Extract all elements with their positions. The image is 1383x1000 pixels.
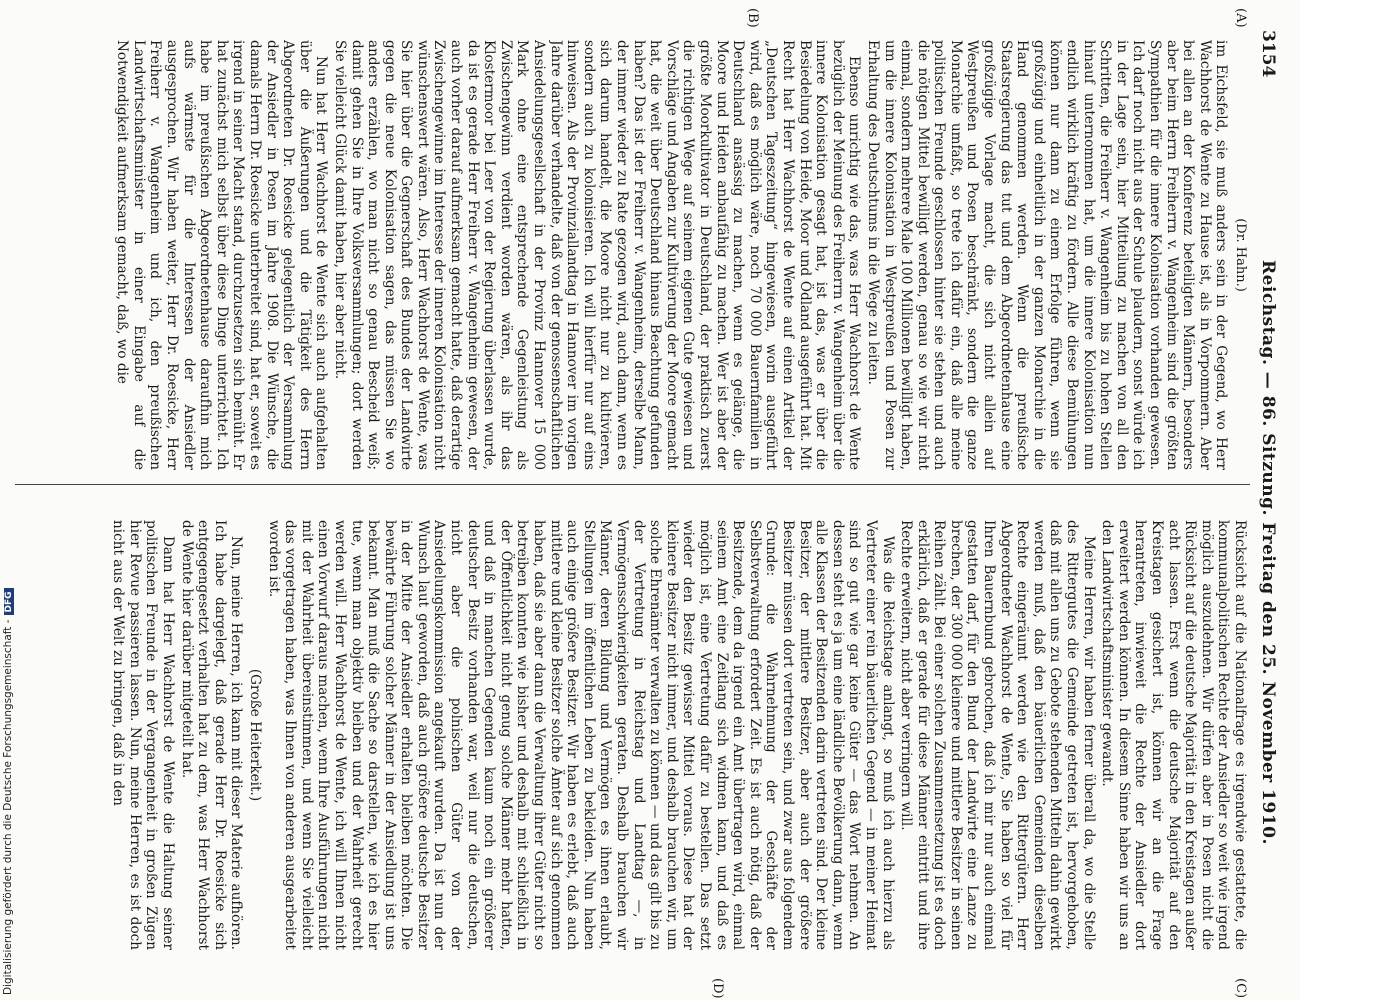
- margin-marker-a: (A): [1233, 8, 1248, 28]
- interjection: (Große Heiterkeit.): [246, 668, 263, 802]
- paragraph: im Eichsfeld, sie muß anders sein in der Gegend, wo Herr Wachhorst de Wente zu Hause ist, als in Vorpommern. Aber bei allen an der Konferenz beteiligten Männern, besonders aber beim Herrn Freiherrn v. Wangenheim sind die größten Sympathien für die innere Kolonisation vorhanden gewesen. Ich darf noch nicht aus der Schule plaudern, sonst würde ich in der Lage sein, hier Mitteilung zu machen von all den Schritten, die Freiherr v. Wangenheim bis zu hohen Stellen hinauf unternommen hat, um die innere Kolonisation nun endlich wirklich kräftig zu fördern. Alle diese Bemühungen können nur dann zu einem Erfolge führen, wenn sie großzügig und einheitlich in der ganzen Monarchie in die Hand genommen werden. Wenn die preußische Staatsregierung das tut und dem Abgeordnetenhause eine großzügige Vorlage macht, die sich nicht allein auf Westpreußen und Posen beschränkt, sondern die ganze Monarchie umfaßt, so trete ich dafür ein, daß alle meine politischen Freunde geschlossen hinter sie stehen und auch die nötigen Mittel bewilligt werden, genau so wie wir nicht einmal, sondern mehrere Male 100 Millionen bewilligt haben, um die innere Kolonisation in Westpreußen und Posen zur Erhaltung des Deutschtums in die Wege zu leiten.: [864, 40, 1230, 470]
- page-number: 3154: [1258, 30, 1278, 78]
- left-column: [18, 40, 1248, 470]
- paragraph: Was die Reichstage anlangt, so muß ich auch hierzu als Vertreter einer rein bäuerlichen Gegend — in meiner Heimat sind so gut wie gar keine Güter — das Wort nehmen. An dessen steht es ja um eine ländliche Bevölkerung dann, wenn alle Klassen der Besitzenden darin vertreten sind. Der kleine Besitzer, der mittlere Besitzer, aber auch der größere Besitzer müssen dort vertreten sein, und zwar aus folgendem Grunde: die Wahrnehmung der Geschäfte der Selbstverwaltung erfordert Zeit. Es ist auch nötig, daß der Besitzende, dem da irgend ein Amt übertragen wird, einmal seinem Amt eine Zeitlang sich widmen kann, und daß es möglich ist, eine Vertretung dafür zu bestellen. Das setzt wieder den Besitz gewisser Mittel voraus. Diese hat der kleinere Besitzer nicht immer, und deshalb brauchen wir, um solche Ehrenämter verwalten zu können — und das gilt bis zu der Vertretung in Reichstag und Landtag —, in Vermögensschwierigkeiten geraten. Deshalb brauchen wir Männer, deren Bildung und Vermögen es ihnen erlaubt, Stellungen im öffentlichen Leben zu bekleiden. Nun haben auch einige größere Besitzer. Wir haben es erlebt, daß auch mittlere und kleine Besitzer solche Ämter auf sich genommen haben, daß sie aber dann die Verwaltung ihrer Güter nicht so betreiben konnten wie bisher und deshalb mit schließlich in der Öffentlichkeit nicht genug solche Männer mehr hatten, und daß in manchen Gegenden kaum noch ein größerer deutscher Besitz vorhanden war, weil nur die deutschen, nicht aber die polnischen Güter von der Ansiedelungskommission angekauft wurden. Da ist nun der Wunsch laut geworden, daß auch größere deutsche Besitzer in der Mitte der Ansiedler erhalten bleiben möchten. Die bewährte Führung solcher Männer in der Ansiedlung ist uns bekannt. Man muß die Sache so darstellen, wie ich es hier tue, wenn man objektiv bleiben und der Wahrheit gerecht werden will. Herr Wachhorst de Wente, ich will Ihnen nicht einen Vorwurf daraus machen, wenn Ihre Ausführungen nicht mit der Wahrheit übereinstimmen, und wenn Sie vielleicht das vorgetragen haben, was Ihnen von anderen ausgearbeitet worden ist.: [265, 520, 896, 950]
- paragraph: Rücksicht auf die Nationalfrage es irgendwie gestattete, die kommunalpolitischen Rechte der Ansiedler so weit wie irgend möglich auszudehnen. Wir dürfen aber in Posen nicht die Rücksicht auf die deutsche Majorität in den Kreistagen außer acht lassen. Erst wenn die deutsche Majorität auf den Kreistagen gesichert ist, können wir an die Frage herantreten, inwieweit die Rechte der Ansiedler dort erweitert werden können. In diesem Sinne haben wir uns an den Landwirtschaftsminister gewandt.: [1099, 520, 1248, 950]
- paragraph: Meine Herren, wir haben ferner überall da, wo die Stelle des Rittergutes die Gemeinde getreten ist, hervorgehoben, daß mit allen uns zu Gebote stehenden Mitteln dahin gewirkt werden muß, daß den bäuerlichen Gemeinden dieselben Rechte eingeräumt werden wie den Rittergütern. Herr Abgeordneter Wachhorst de Wente, Sie haben so viel für Ihren Bauernbund gebrochen, daß ich mir nur auch einmal gestatten darf, für den Bund der Landwirte eine Lanze zu brechen, der 300 000 kleinere und mittlere Besitzer in seinen Reihen zählt. Bei einer solchen Zusammensetzung ist es doch erklärlich, daß er gerade für diese Männer eintritt und ihre Rechte erweitern, nicht aber verringern will.: [898, 520, 1097, 950]
- right-column: [18, 520, 1248, 950]
- digitization-credit: [2, 588, 14, 995]
- page-header: [1254, 30, 1278, 970]
- margin-marker-d: (D): [710, 978, 725, 999]
- margin-marker-c: (C): [1233, 978, 1248, 999]
- column-divider: [15, 484, 1250, 485]
- paragraph: Ebenso unrichtig wie das, was Herr Wachhorst de Wente bezüglich der Meinung des Freiherrn v. Wangenheim über die innere Kolonisation gesagt hat, ist das, was er über die Besiedelung von Heide, Moor und Ödland ausgeführt hat. Mit Recht hat Herr Wachhorst de Wente auf einen Artikel der „Deutschen Tageszeitung“ hingewiesen, worin ausgeführt wird, daß es möglich wäre, noch 70 000 Bauernfamilien in Deutschland ansässig zu machen, wenn es gelänge, die Moore und Heiden anbaufähig zu machen. Wer ist aber der größte Moorkultivator in Deutschland, der praktisch zuerst die richtigen Wege auf seinem eigenen Gute gewiesen und Vorschläge und Angaben zur Kultivierung der Moore gemacht hat, die weit über Deutschland hinaus Beachtung gefunden haben? Das ist der Freiherr v. Wangenheim, derselbe Mann, der immer wieder zu Rate gezogen wird, auch dann, wenn es sich darum handelt, die Moore nicht nur zu kultivieren, sondern auch zu kolonisieren. Ich will hierfür nur auf eins hinweisen. Als der Provinziallandtag in Hannover im vorigen Jahre darüber verhandelte, daß von der genossenschaftlichen Ansiedelungsgesellschaft in der Provinz Hannover 15 000 Mark ohne eine entsprechende Gegenleistung als Zwischengewinn verdient worden wären, als ihr das Klostermoor bei Leer von der Regierung überlassen wurde, da ist es gerade Herr Freiherr v. Wangenheim gewesen, der auch vorher darauf aufmerksam gemacht hatte, daß derartige Zwischengewinne im Interesse der inneren Kolonisation nicht wünschenswert wären. Also, Herr Wachhorst de Wente, was Sie hier über die Gegnerschaft des Bundes der Landwirte gegen die neue Kolonisation sagen, das müssen Sie wo anders erzählen, wo man nicht so genau Bescheid weiß; damit gehen Sie in Ihre Volksversammlungen; dort werden Sie vielleicht Glück damit haben, hier aber nicht.: [331, 40, 863, 470]
- speaker-label: (Dr. Hahn.): [1233, 218, 1248, 292]
- credit-text: Digitalisierung gefördert durch die Deutsche Forschungsgemeinschaft -: [2, 619, 14, 995]
- paragraph: Nun hat Herr Wachhorst de Wente sich auch aufgehalten über die Äußerungen und die Tätigkeit des Herrn Abgeordneten Dr. Roesicke gelegentlich der Versammlung der Ansiedler in Posen im Jahre 1908. Die Wünsche, die damals Herrn Dr. Roesicke unterbreitet sind, hat er, soweit es irgend in seiner Macht stand, durchzusetzen sich bemüht. Er hat zunächst mich selbst über diese Dinge unterrichtet. Ich habe im preußischen Abgeordnetenhause daraufhin mich aufs wärmste für die Interessen der Ansiedler ausgesprochen. Wir haben weiter, Herr Dr. Roesicke, Herr Freiherr v. Wangenheim und ich, den preußischen Landwirtschaftsminister in einer Eingabe auf die Notwendigkeit aufmerksam gemacht, daß, wo die: [114, 40, 330, 470]
- page-title: Reichstag. — 86. Sitzung. Freitag den 25. November 1910.: [1258, 260, 1278, 845]
- margin-marker-b: (B): [745, 8, 760, 28]
- paragraph: Nun, meine Herren, ich kann mit dieser Materie aufhören. Ich habe dargelegt, daß gerade Herr Dr. Roesicke sich entgegengesetzt verhalten hat zu dem, was Herr Wachhorst de Wente hier darüber mitgeteilt hat.: [178, 520, 245, 950]
- paragraph: Dann hat Herr Wachhorst de Wente die Haltung seiner politischen Freunde in der Vergangenheit in großen Zügen hier Revue passieren lassen. Nun, meine Herren, es ist doch nicht aus der Welt zu bringen, daß in den: [110, 520, 176, 950]
- dfg-logo: DFG: [4, 588, 14, 615]
